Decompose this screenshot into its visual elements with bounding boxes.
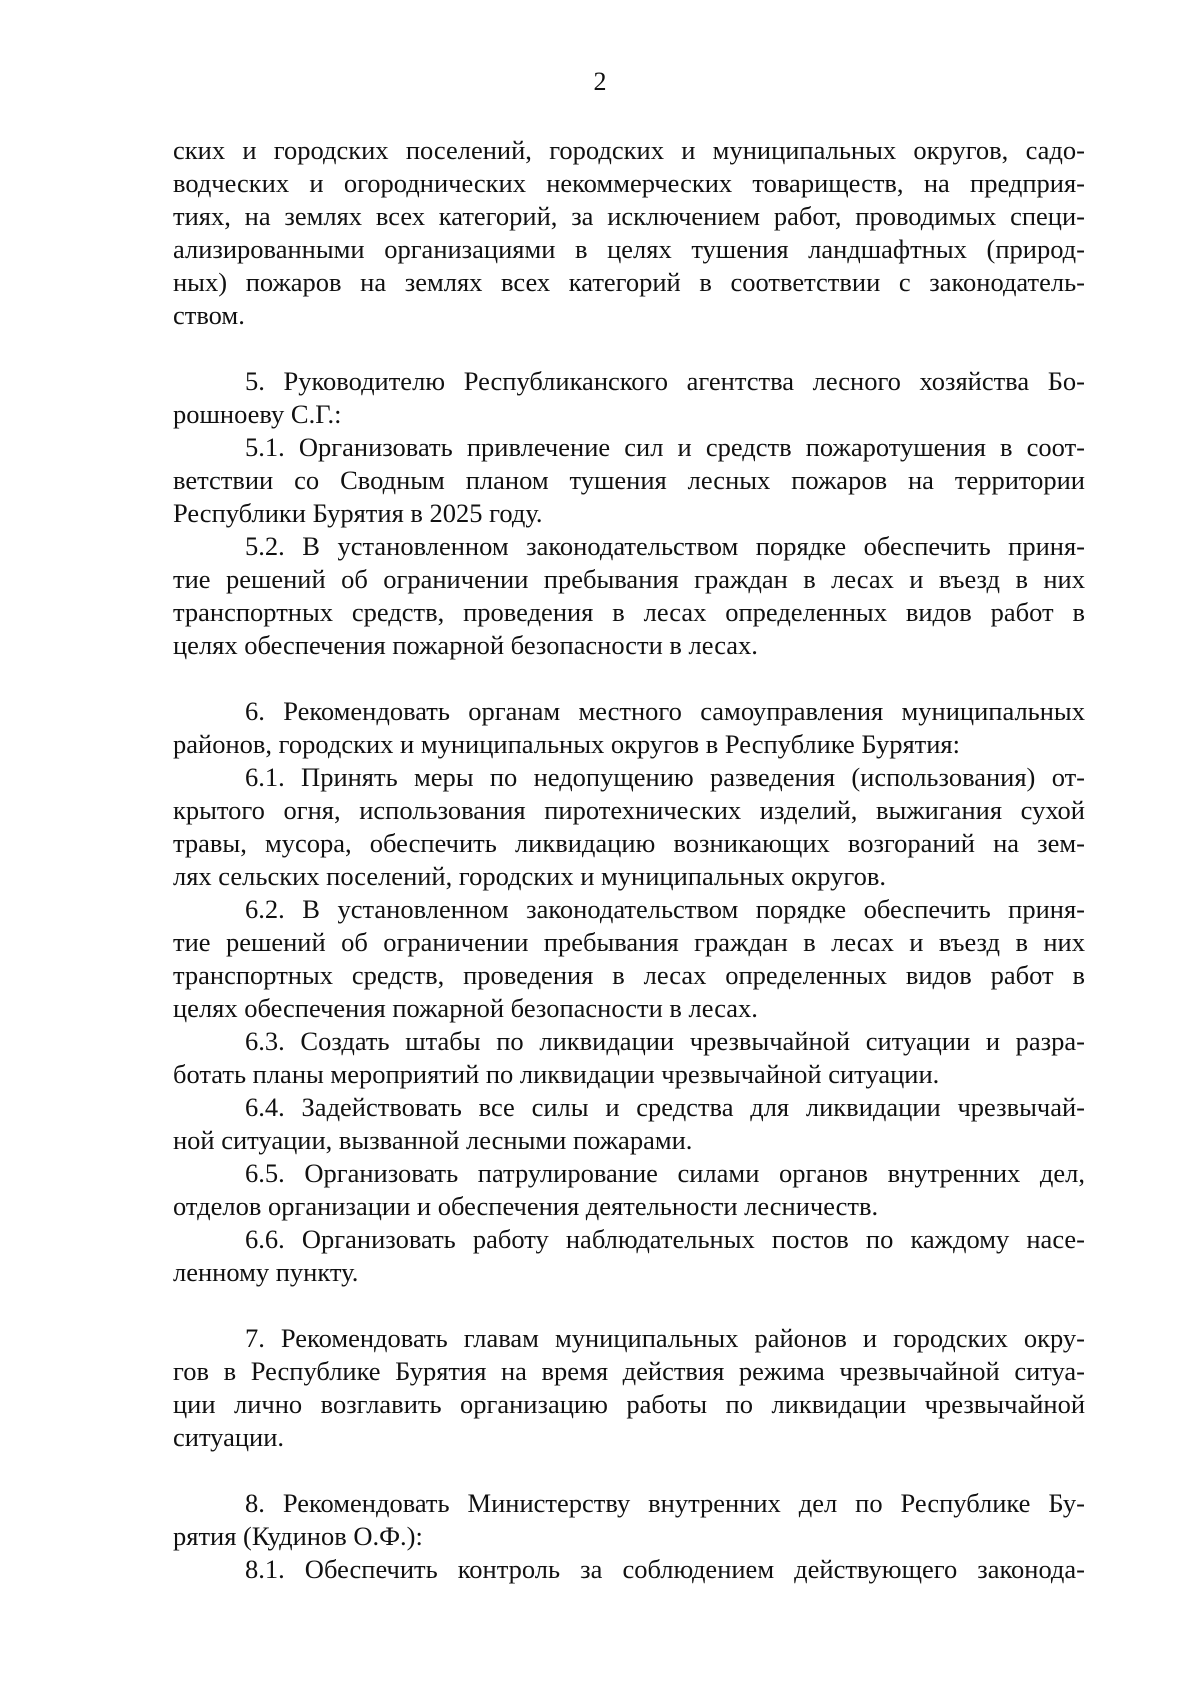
text-line: ной ситуации, вызванной лесными пожарами. xyxy=(173,1125,693,1155)
paragraph-item-5-2 xyxy=(173,530,1085,662)
text-line: 8. Рекомендовать Министерству внутренних дел по Республике Бу- xyxy=(245,1488,1085,1518)
text-line: ботать планы мероприятий по ликвидации чрезвычайной ситуации. xyxy=(173,1059,940,1089)
paragraph-item-5-1 xyxy=(173,431,1085,530)
text-line: 5. Руководителю Республиканского агентства лесного хозяйства Бо- xyxy=(245,366,1085,396)
text-line: Республики Бурятия в 2025 году. xyxy=(173,498,543,528)
paragraph-item-6-2 xyxy=(173,893,1085,1025)
paragraph-item-6-1 xyxy=(173,761,1085,893)
text-line: 8.1. Обеспечить контроль за соблюдением действующего законода- xyxy=(245,1554,1085,1584)
paragraph-item-6-4 xyxy=(173,1091,1085,1157)
text-line: 6.4. Задействовать все силы и средства для ликвидации чрезвычай- xyxy=(245,1092,1085,1122)
paragraph-item-6 xyxy=(173,695,1085,761)
text-line: районов, городских и муниципальных округов в Республике Бурятия: xyxy=(173,729,960,759)
document-body xyxy=(173,134,1085,1586)
text-line: тие решений об ограничении пребывания граждан в лесах и въезд в них xyxy=(173,564,1085,594)
text-line: 6.3. Создать штабы по ликвидации чрезвычайной ситуации и разра- xyxy=(245,1026,1085,1056)
text-line: транспортных средств, проведения в лесах определенных видов работ в xyxy=(173,597,1085,627)
text-line: ством. xyxy=(173,300,245,330)
text-line: тие решений об ограничении пребывания граждан в лесах и въезд в них xyxy=(173,927,1085,957)
paragraph-item-5 xyxy=(173,365,1085,431)
text-line: крытого огня, использования пиротехнических изделий, выжигания сухой xyxy=(173,795,1085,825)
text-line: рятия (Кудинов О.Ф.): xyxy=(173,1521,423,1551)
text-line: целях обеспечения пожарной безопасности в лесах. xyxy=(173,993,758,1023)
paragraph-item-7 xyxy=(173,1322,1085,1454)
page-number: 2 xyxy=(593,67,607,96)
paragraph-item-8 xyxy=(173,1487,1085,1553)
paragraph-item-8-1 xyxy=(173,1553,1085,1586)
text-line: ситуации. xyxy=(173,1422,285,1452)
text-line: 7. Рекомендовать главам муниципальных районов и городских окру- xyxy=(245,1323,1085,1353)
text-line: 6.1. Принять меры по недопущению разведения (использования) от- xyxy=(245,762,1085,792)
text-line: транспортных средств, проведения в лесах определенных видов работ в xyxy=(173,960,1085,990)
text-line: рошноеву С.Г.: xyxy=(173,399,342,429)
text-line: ализированными организациями в целях тушения ландшафтных (природ- xyxy=(173,234,1085,264)
text-line: 6. Рекомендовать органам местного самоуправления муниципальных xyxy=(245,696,1085,726)
text-line: отделов организации и обеспечения деятельности лесничеств. xyxy=(173,1191,879,1221)
text-line: гов в Республике Бурятия на время действия режима чрезвычайной ситуа- xyxy=(173,1356,1085,1386)
paragraph-gap xyxy=(173,1289,1085,1322)
paragraph-continuation xyxy=(173,134,1085,332)
text-line: 5.2. В установленном законодательством порядке обеспечить приня- xyxy=(245,531,1085,561)
paragraph-item-6-5 xyxy=(173,1157,1085,1223)
text-line: тиях, на землях всех категорий, за исключением работ, проводимых специ- xyxy=(173,201,1085,231)
text-line: 5.1. Организовать привлечение сил и средств пожаротушения в соот- xyxy=(245,432,1085,462)
paragraph-gap xyxy=(173,1454,1085,1487)
text-line: лях сельских поселений, городских и муниципальных округов. xyxy=(173,861,887,891)
text-line: травы, мусора, обеспечить ликвидацию возникающих возгораний на зем- xyxy=(173,828,1085,858)
text-line: водческих и огороднических некоммерческих товариществ, на предприя- xyxy=(173,168,1085,198)
paragraph-item-6-3 xyxy=(173,1025,1085,1091)
text-line: ленному пункту. xyxy=(173,1257,359,1287)
text-line: целях обеспечения пожарной безопасности в лесах. xyxy=(173,630,758,660)
text-line: 6.6. Организовать работу наблюдательных постов по каждому насе- xyxy=(245,1224,1085,1254)
paragraph-gap xyxy=(173,332,1085,365)
paragraph-item-6-6 xyxy=(173,1223,1085,1289)
text-line: ных) пожаров на землях всех категорий в соответствии с законодатель- xyxy=(173,267,1085,297)
text-line: 6.5. Организовать патрулирование силами органов внутренних дел, xyxy=(245,1158,1085,1188)
text-line: ских и городских поселений, городских и муниципальных округов, садо- xyxy=(173,135,1085,165)
text-line: ветствии со Сводным планом тушения лесных пожаров на территории xyxy=(173,465,1085,495)
paragraph-gap xyxy=(173,662,1085,695)
text-line: 6.2. В установленном законодательством порядке обеспечить приня- xyxy=(245,894,1085,924)
text-line: ции лично возглавить организацию работы по ликвидации чрезвычайной xyxy=(173,1389,1085,1419)
